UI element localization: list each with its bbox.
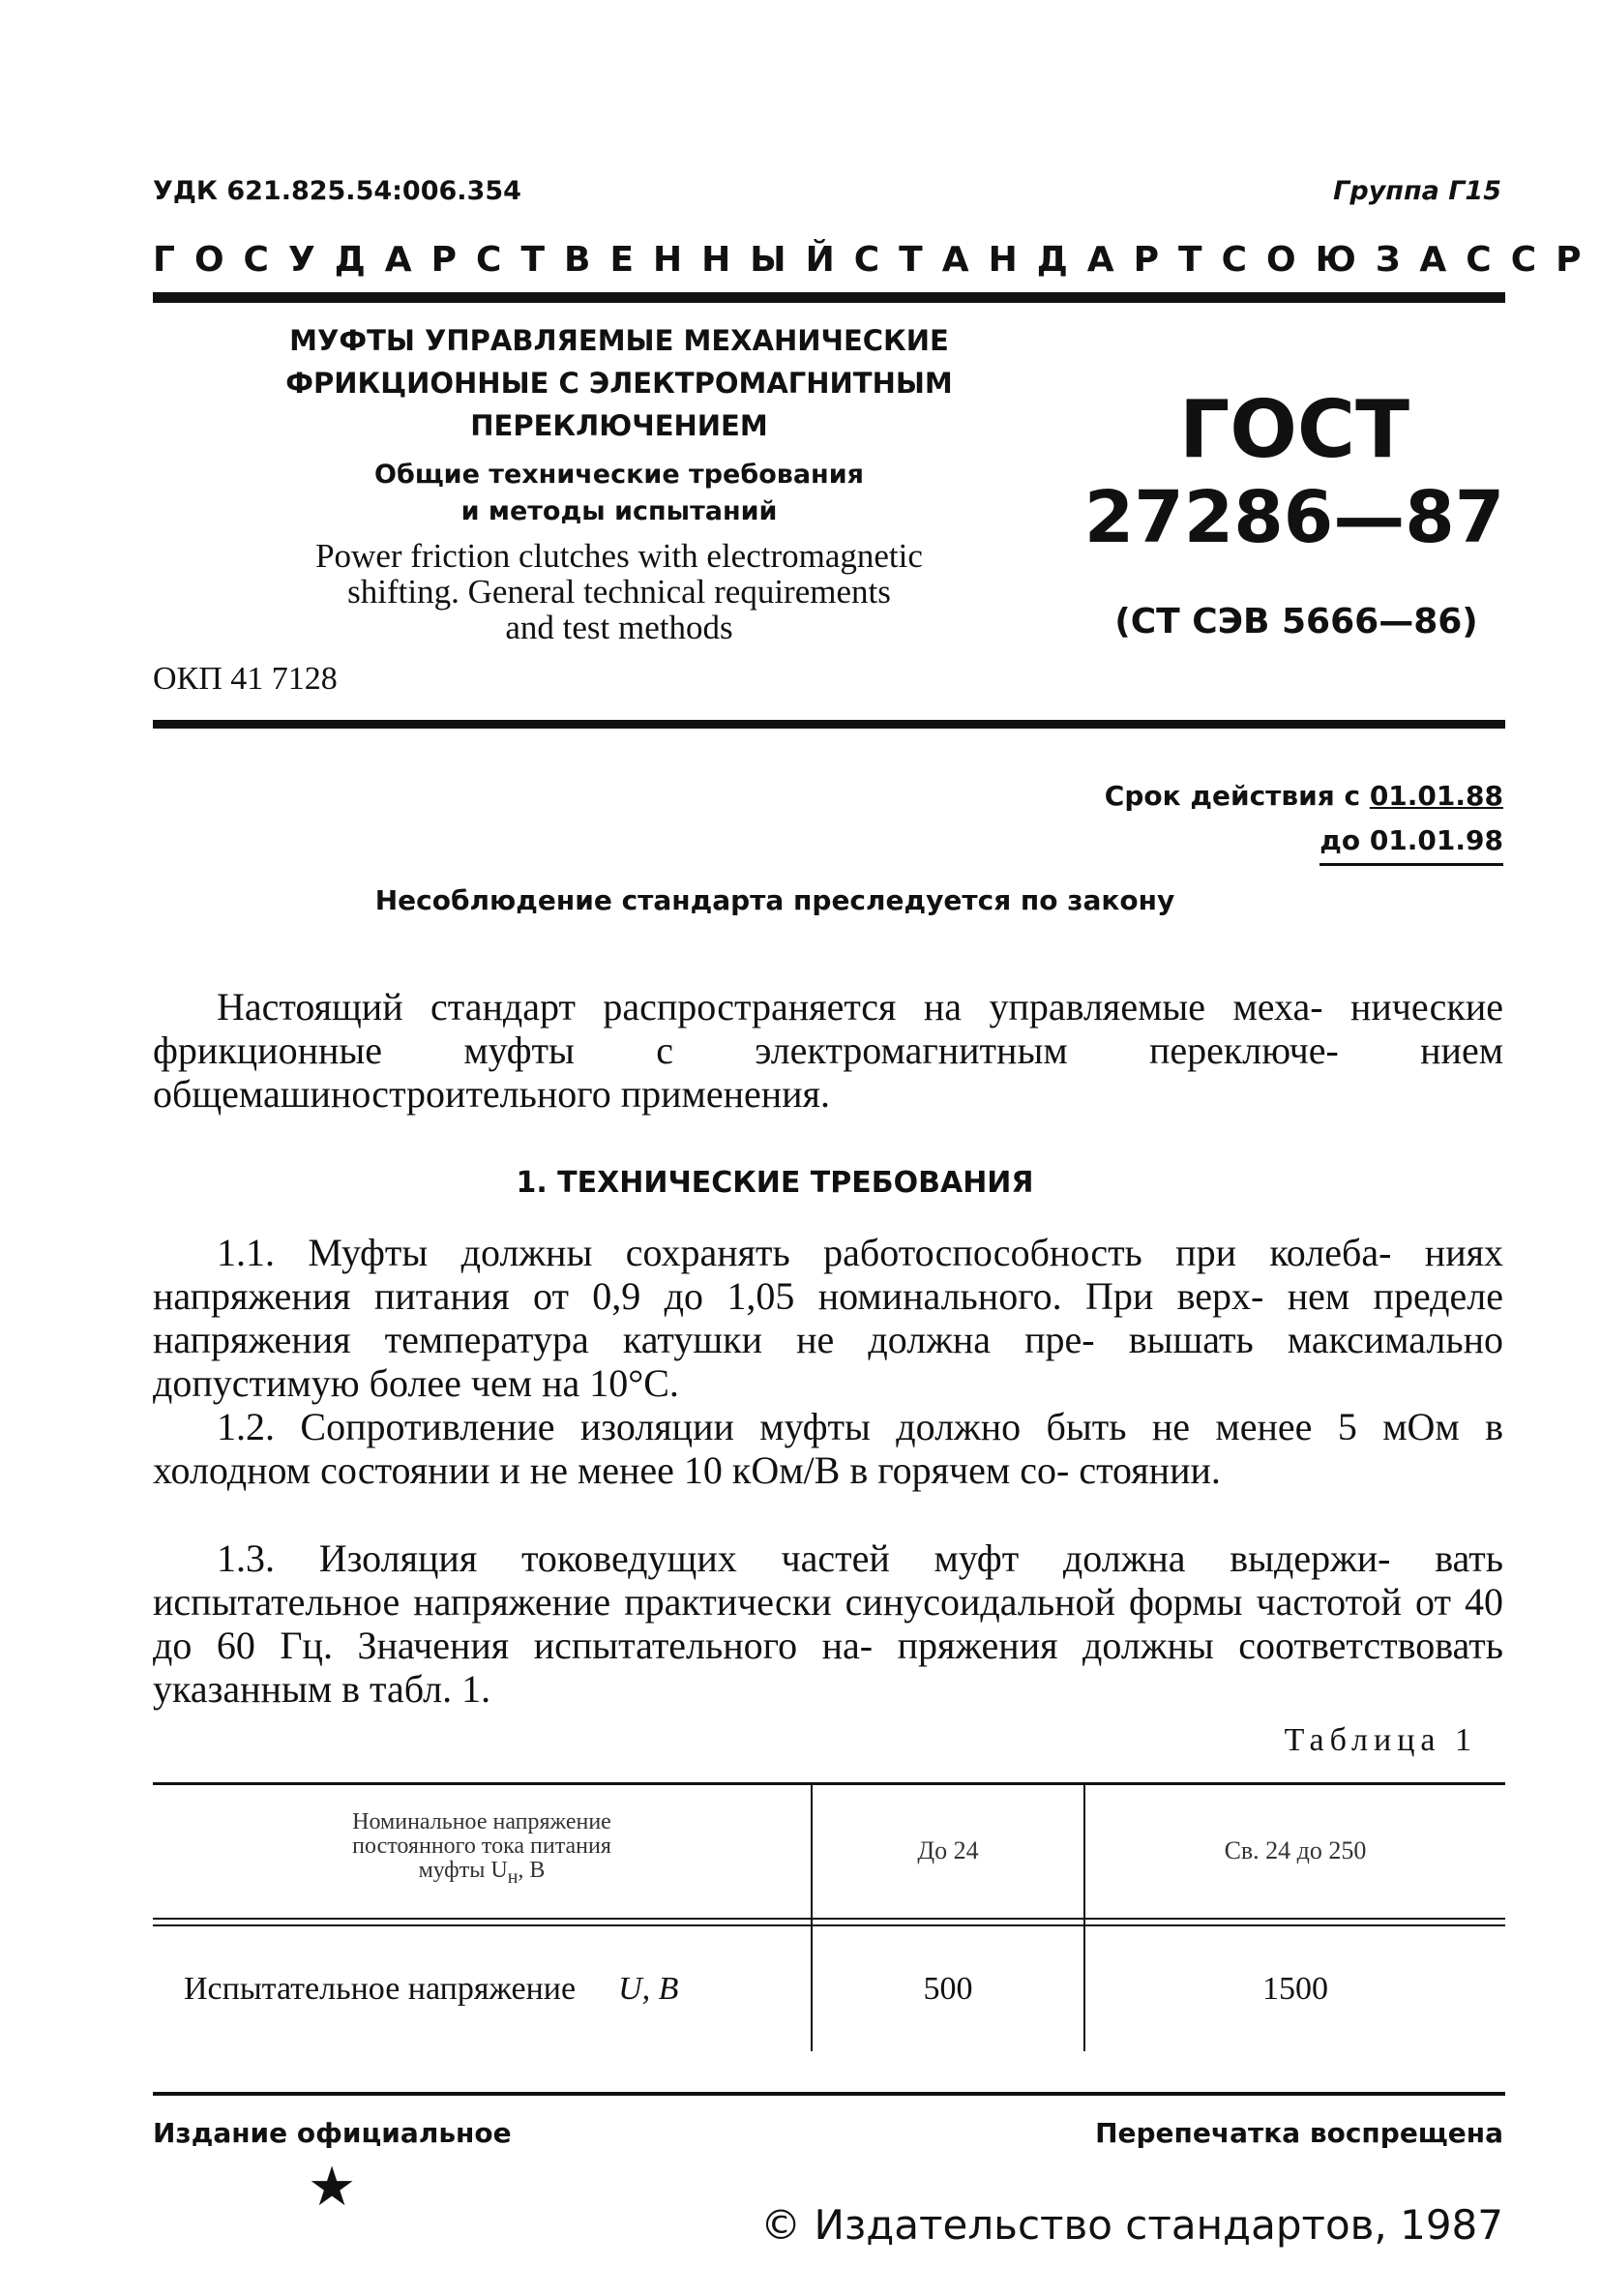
table-row-val-2: 1500 [1262,1970,1328,2007]
english-title-line-3: and test methods [505,609,733,646]
english-title-line-1: Power friction clutches with electromagnetic [315,537,923,575]
intro-line-1: Настоящий стандарт распространяется на управляемые меха- [217,985,1323,1029]
gost-label: ГОСТ [1178,384,1410,476]
title-line-1: МУФТЫ УПРАВЛЯЕМЫЕ МЕХАНИЧЕСКИЕ [289,324,949,357]
banner-word-2: СТАНДАРТ [853,240,1222,280]
validity-to-date: 01.01.98 [1369,824,1503,856]
validity-to-label: до [1319,824,1361,856]
validity-from [1105,774,1503,819]
clause-1-3 [153,1536,1503,1711]
intro-paragraph [153,985,1503,1116]
publisher-copyright: © Издательство стандартов, 1987 [760,2201,1503,2249]
validity-period [1105,774,1503,866]
clause-1-1 [153,1231,1503,1405]
clause-1-2 [153,1405,1503,1492]
clause-1-1-line-3: нем пределе напряжения температура катушки не должна пре- [153,1274,1503,1361]
table-head-label-line-3-end: , В [518,1858,546,1884]
table-row-symbol: U, В [618,1970,679,2007]
banner-word-1: ГОСУДАРСТВЕННЫЙ [153,240,854,280]
cmea-reference: (СТ СЭВ 5666—86) [1114,602,1478,641]
footer-rule [153,2092,1505,2096]
table-1 [153,1782,1505,2051]
clause-1-3-line-4: пряжения должны соответствовать указанным в табл. 1. [153,1624,1503,1711]
validity-from-label: Срок действия с [1104,780,1361,812]
table-row-label-text: Испытательное напряжение [184,1970,577,2007]
top-thick-rule [153,292,1505,303]
title-block [232,319,1006,645]
intro-line-2: нические фрикционные муфты с электромагнитным переключе- [153,985,1503,1072]
table-head-label-line-3 [352,1859,611,1890]
gost-number: 27286—87 [1083,476,1505,559]
table-head-col-1: До 24 [917,1835,979,1864]
title-line-3: ПЕРЕКЛЮЧЕНИЕМ [470,409,768,442]
clause-1-1-line-1: 1.1. Муфты должны сохранять работоспособность при колеба- [217,1231,1392,1274]
table-caption: Таблица 1 [1284,1722,1477,1758]
clause-1-2-line-2: 5 мОм в холодном состоянии и не менее 10 кОм/В в горячем со- [153,1405,1504,1492]
group-code: Группа Г15 [1333,176,1501,206]
state-standard-banner [153,240,1601,280]
validity-from-date: 01.01.88 [1369,780,1503,812]
subtitle-line-2: и методы испытаний [460,496,778,526]
clause-1-1-line-2: ниях напряжения питания от 0,9 до 1,05 номинального. При верх- [153,1231,1503,1318]
clause-1-2-line-3: стоянии. [1079,1448,1221,1492]
star-icon: ★ [308,2158,357,2218]
banner-word-3: СОЮЗА [1221,240,1467,280]
english-title-line-2: shifting. General technical requirements [347,573,891,611]
table-head-label-line-3-sub: н [507,1865,519,1888]
validity-to [1319,819,1503,866]
clause-1-2-line-1: 1.2. Сопротивление изоляции муфты должно быть не менее [217,1405,1313,1448]
table-row-label [153,1926,811,2051]
clause-1-1-line-4: вышать максимально допустимую более чем на 10°С. [153,1318,1504,1405]
clause-1-3-line-2: вать испытательное напряжение практически синусоидальной [153,1536,1503,1624]
banner-word-4: ССР [1466,240,1601,280]
table-head-label-line-1: Номинальное напряжение [352,1809,611,1835]
clause-1-3-line-3: формы частотой от 40 до 60 Гц. Значения испытательного на- [153,1580,1503,1667]
header-bottom-rule [153,720,1505,729]
table-header-rule-1 [153,1918,1505,1920]
udk-code: УДК 621.825.54:006.354 [153,176,521,206]
table-head-label [153,1782,811,1918]
english-title [232,538,1006,645]
table-row-val-1: 500 [923,1970,973,2007]
subtitle [232,457,1006,530]
table-head-label-text [352,1810,611,1890]
clause-1-3-line-1: 1.3. Изоляция токоведущих частей муфт должна выдержи- [217,1536,1391,1580]
title-line-2: ФРИКЦИОННЫЕ С ЭЛЕКТРОМАГНИТНЫМ [285,367,953,400]
law-notice: Несоблюдение стандарта преследуется по закону [374,884,1175,916]
table-head-label-line-2: постоянного тока питания [352,1834,611,1860]
table-head-col-2: Св. 24 до 250 [1224,1835,1367,1864]
official-edition: Издание официальное [153,2117,512,2149]
intro-line-3: нием общемашиностроительного применения. [153,1029,1504,1116]
reprint-notice: Перепечатка воспрещена [1095,2117,1503,2149]
section-1-title: 1. ТЕХНИЧЕСКИЕ ТРЕБОВАНИЯ [516,1166,1034,1200]
okp-code: ОКП 41 7128 [153,661,338,697]
table-head-label-line-3-main: муфты U [418,1858,508,1884]
subtitle-line-1: Общие технические требования [374,460,864,490]
